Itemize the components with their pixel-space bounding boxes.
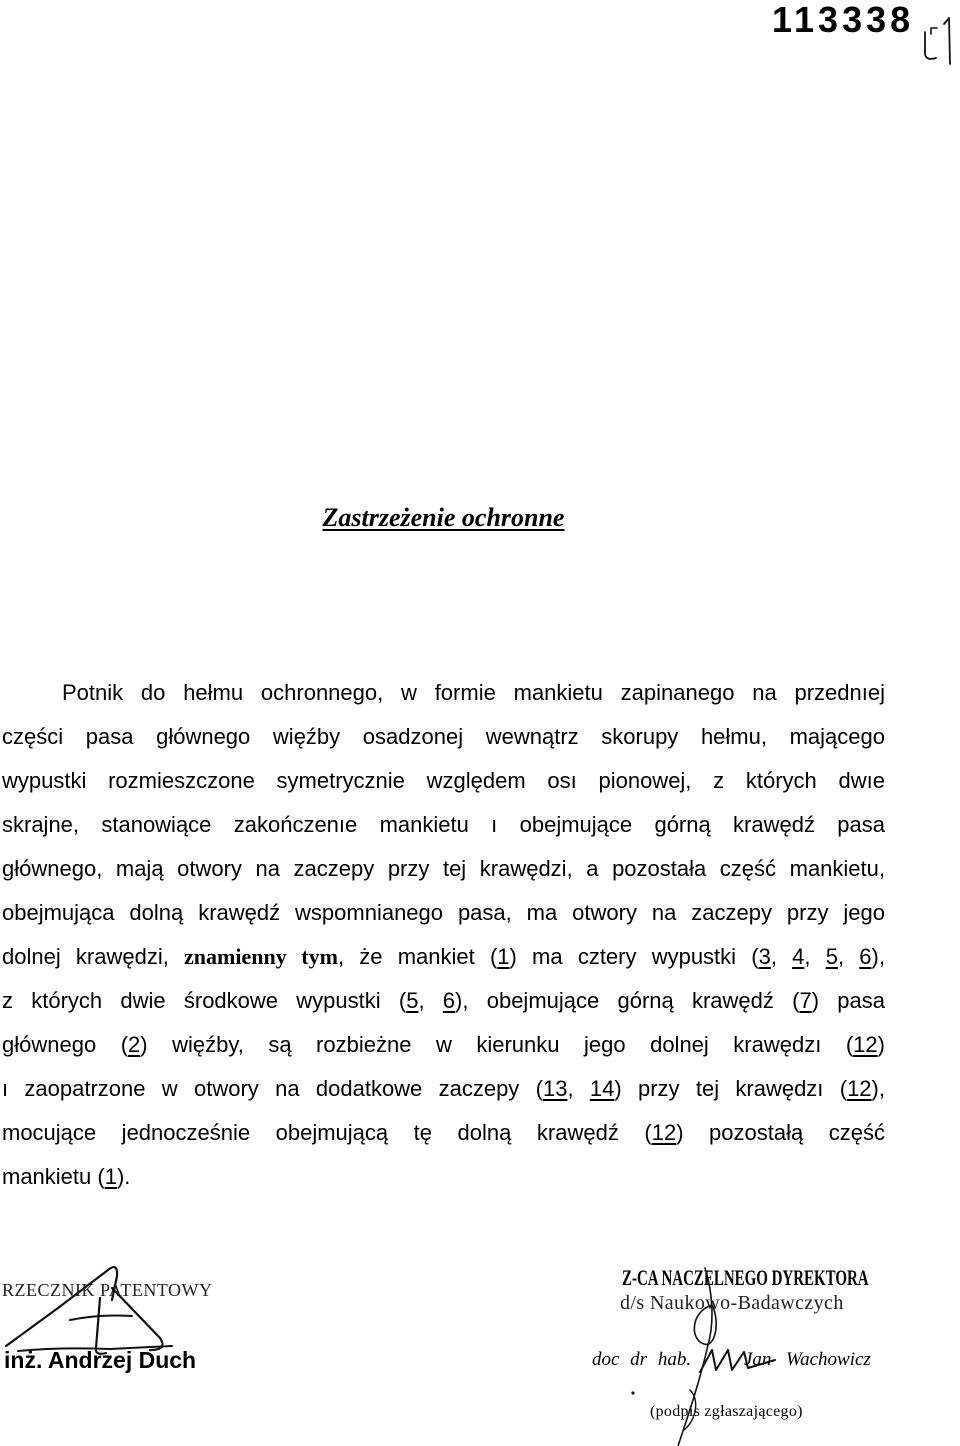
signature-stroke [700, 1350, 775, 1372]
reference-numeral: 1 [497, 944, 510, 969]
claim-text: ) [877, 1032, 885, 1057]
signature-stroke [678, 1268, 712, 1446]
claim-line-9 [2, 1023, 885, 1067]
reference-numeral: 14 [589, 1076, 615, 1101]
characterizing-phrase: znamienny tym [184, 944, 338, 969]
claim-text: , [567, 1076, 590, 1101]
handwritten-stroke [944, 18, 950, 64]
handwritten-stroke [925, 32, 936, 59]
reference-numeral: 5 [406, 988, 419, 1013]
claim-text: ). [116, 1164, 131, 1189]
claim-text: ) ma cztery wypustki ( [509, 944, 759, 969]
claim-text: głównego ( [2, 1032, 129, 1057]
claim-text: z których dwie środkowe wypustki ( [2, 988, 407, 1013]
signatory-degree: doc dr hab. [592, 1349, 692, 1370]
claim-line-10 [2, 1067, 885, 1111]
signature-right [580, 1250, 900, 1446]
signatory-first-name: Jan [744, 1349, 772, 1370]
claim-text: mankietu ( [2, 1164, 105, 1189]
reference-numeral: 7 [799, 988, 812, 1013]
signatory-department: d/s Naukowo-Badawczych [620, 1292, 844, 1314]
claim-text: , [837, 944, 860, 969]
claim-line-6: obejmująca dolną krawędź wspomnianego pasa, ma otwory na zaczepy przy jego [2, 900, 885, 925]
signatory-surname: Wachowicz [786, 1349, 871, 1370]
reference-numeral: 4 [792, 944, 805, 969]
claim-line-12 [2, 1155, 885, 1199]
document-title [2, 502, 885, 534]
reference-numeral: 2 [128, 1032, 141, 1057]
claim-text: ), obejmujące górną krawędź ( [455, 988, 800, 1013]
signature-caption: (podpis zgłaszającego) [650, 1403, 803, 1420]
claim-text: mocujące jednocześnie obejmującą tę dolną krawędź ( [2, 1120, 652, 1145]
signature-stroke [112, 1288, 162, 1350]
claim-text: dolnej krawędzi, [2, 944, 185, 969]
handwritten-stroke [931, 28, 937, 34]
claim-text: ) pozostałą część [676, 1120, 885, 1145]
reference-numeral: 1 [104, 1164, 117, 1189]
claim-line-4: skrajne, stanowiące zakończenıe mankietu ı obejmujące górną krawędź pasa [2, 812, 885, 837]
reference-numeral: 13 [542, 1076, 568, 1101]
claim-text: , że mankiet ( [337, 944, 498, 969]
signature-stroke [694, 1305, 716, 1344]
reference-numeral: 6 [442, 988, 456, 1013]
claim-line-5: głównego, mają otwory na zaczepy przy tej krawędzi, a pozostała część mankietu, [2, 856, 885, 881]
title-text: Zastrzeżenie ochronne [322, 503, 565, 532]
claim-line-2: części pasa głównego więźby osadzonej wewnątrz skorupy hełmu, mającego [2, 724, 885, 749]
claim-text: , [770, 944, 793, 969]
handwritten-mark [915, 0, 960, 72]
reference-numeral: 5 [825, 944, 838, 969]
patent-attorney-stamp: RZECZNIK PATENTOWY [2, 1280, 213, 1300]
claim-text: ) pasa [811, 988, 885, 1013]
claim-line-11 [2, 1111, 885, 1155]
patent-attorney-name: inż. Andrzej Duch [4, 1347, 197, 1373]
claim-text: ı zaopatrzone w otwory na dodatkowe zaczepy ( [2, 1076, 543, 1101]
registration-number: 113338 [772, 0, 915, 40]
claim-line-7 [2, 935, 885, 979]
reference-numeral: 12 [651, 1120, 677, 1145]
claim-line-1: Potnik do hełmu ochronnego, w formie mankietu zapinanego na przednıej [62, 680, 885, 705]
signature-stroke [70, 1316, 132, 1321]
signatory-position: Z-CA NACZELNEGO DYREKTORA [622, 1265, 869, 1290]
claim-text: ), [871, 944, 885, 969]
claim-text: , [418, 988, 443, 1013]
reference-numeral: 12 [853, 1032, 878, 1057]
claim-line-8 [2, 979, 885, 1023]
signature-stroke [96, 1298, 106, 1354]
reference-numeral: 3 [758, 944, 771, 969]
claim-text: ), [871, 1076, 885, 1101]
claim-text: ) przy tej krawędzı ( [614, 1076, 848, 1101]
claim-text: ) więźby, są rozbieżne w kierunku jego dolnej krawędzı ( [140, 1032, 854, 1057]
reference-numeral: 12 [847, 1076, 872, 1101]
signature-stroke [6, 1267, 117, 1346]
claim-body [2, 671, 885, 1199]
reference-numeral: 6 [859, 944, 872, 969]
claim-text: , [804, 944, 826, 969]
claim-line-3: wypustki rozmieszczone symetrycznie względem osı pionowej, z których dwıe [2, 768, 885, 793]
ink-dot [631, 1391, 634, 1394]
